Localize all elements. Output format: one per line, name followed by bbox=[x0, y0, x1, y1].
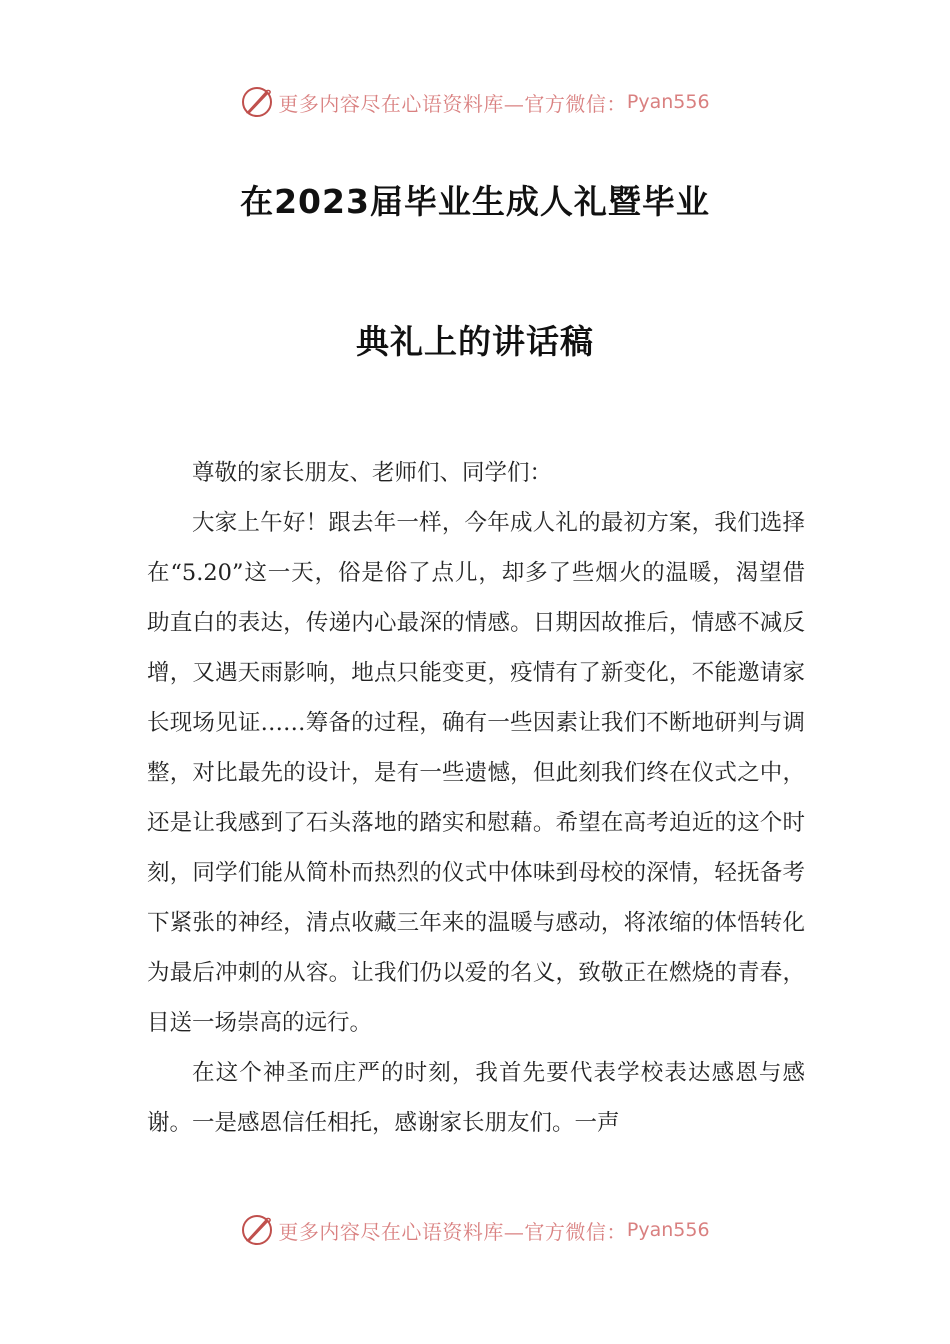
wechat-id: Pyan556 bbox=[626, 1219, 710, 1241]
quill-logo-icon bbox=[240, 1213, 274, 1247]
document-body bbox=[147, 448, 805, 1148]
paragraph-salutation: 尊敬的家长朋友、老师们、同学们： bbox=[192, 460, 553, 486]
watermark-text: 更多内容尽在心语资料库—官方微信： bbox=[278, 91, 627, 116]
paragraph: 在这个神圣而庄严的时刻，我首先要代表学校表达感恩与感谢。一是感恩信任相托，感谢家长朋友们。一声 bbox=[147, 1060, 805, 1136]
document-title-line-1: 在2023届毕业生成人礼暨毕业 bbox=[240, 182, 710, 221]
wechat-id: Pyan556 bbox=[626, 91, 710, 113]
footer-watermark-banner bbox=[0, 1210, 950, 1250]
header-watermark-banner bbox=[0, 82, 950, 122]
document-title-line-2: 典礼上的讲话稿 bbox=[356, 322, 594, 361]
quill-logo-icon bbox=[240, 85, 274, 119]
paragraph: 大家上午好！跟去年一样，今年成人礼的最初方案，我们选择在“5.20”这一天，俗是俗了点儿，却多了些烟火的温暖，渴望借助直白的表达，传递内心最深的情感。日期因故推后，情感不减反增，又遇天雨影响，地点只能变更，疫情有了新变化，不能邀请家长现场见证……筹备的过程，确有一些因素让我们不断地研判与调整，对比最先的设计，是有一些遗憾，但此刻我们终在仪式之中，还是让我感到了石头落地的踏实和慰藉。希望在高考迫近的这个时刻，同学们能从简朴而热烈的仪式中体味到母校的深情，轻抚备考下紧张的神经，清点收藏三年来的温暖与感动，将浓缩的体悟转化为最后冲刺的从容。让我们仍以爱的名义，致敬正在燃烧的青春，目送一场崇高的远行。 bbox=[147, 510, 805, 1036]
watermark-text: 更多内容尽在心语资料库—官方微信： bbox=[278, 1219, 627, 1244]
